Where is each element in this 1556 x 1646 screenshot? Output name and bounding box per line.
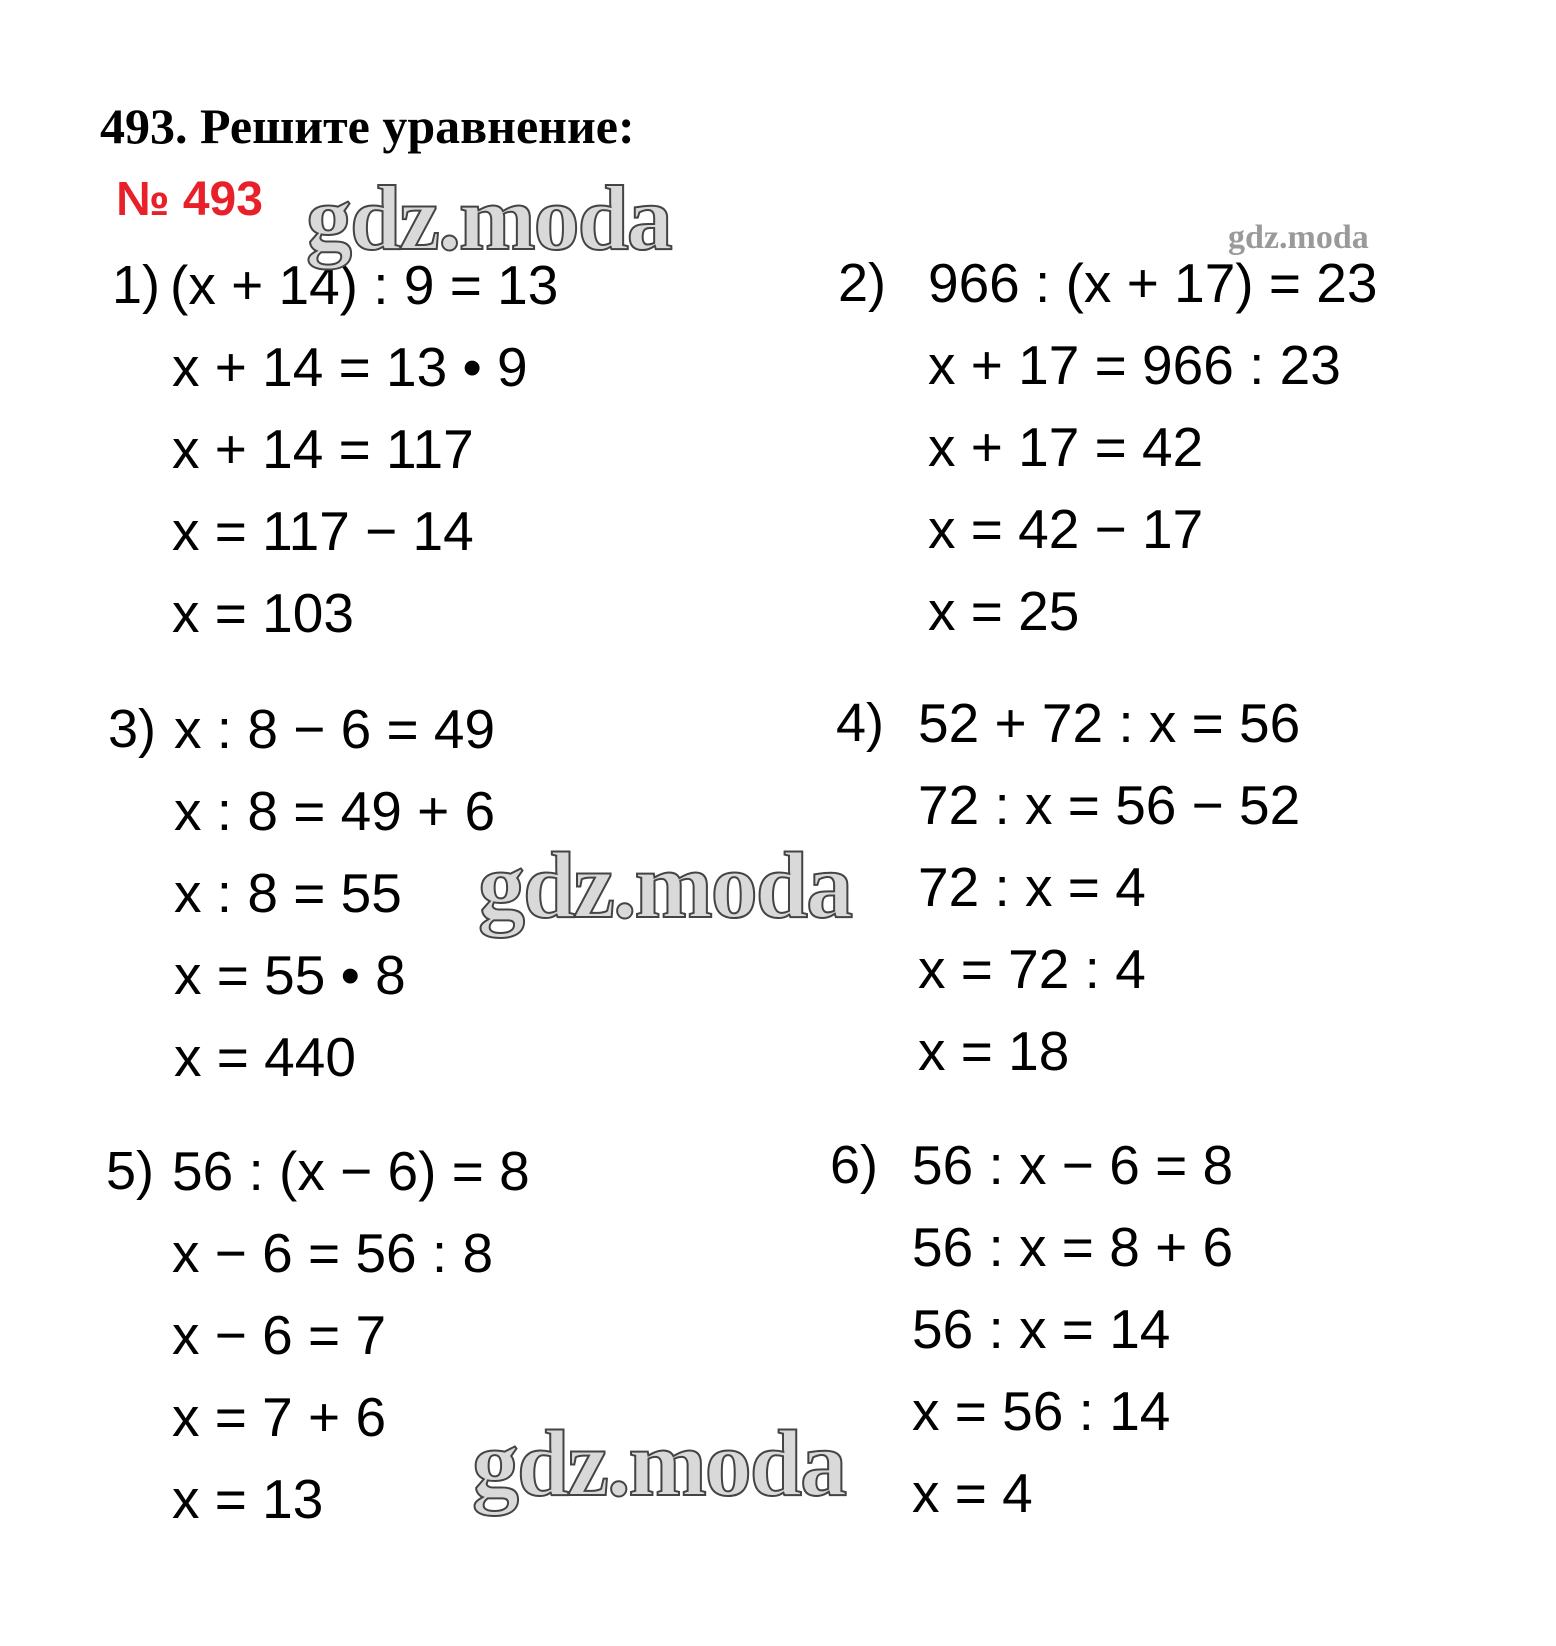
equation-line: x = 55 • 8 [174, 944, 406, 1006]
equation-line: x = 25 [928, 580, 1080, 642]
equation-line: 56 : x = 8 + 6 [912, 1216, 1234, 1278]
equation-line: x : 8 = 49 + 6 [174, 780, 496, 842]
equation-line: 72 : x = 56 − 52 [918, 774, 1301, 836]
equation-line: 56 : x = 14 [912, 1298, 1171, 1360]
equation-line: x + 17 = 42 [928, 416, 1204, 478]
problem-number: 6) [830, 1135, 879, 1195]
equation-line: x + 14 = 13 • 9 [172, 336, 528, 398]
equation-line: x = 440 [174, 1026, 356, 1088]
equation-line: 72 : x = 4 [918, 856, 1146, 918]
equation-line: 56 : x − 6 = 8 [912, 1134, 1234, 1196]
watermark: gdz.moda [1228, 219, 1369, 256]
equation-line: x = 4 [912, 1462, 1033, 1524]
watermark: gdz.moda [472, 1412, 846, 1516]
equation-line: (x + 14) : 9 = 13 [170, 254, 559, 316]
problem-number: 4) [836, 693, 885, 753]
problem-number: 1) [112, 255, 161, 315]
exercise-number-badge: № 493 [116, 173, 263, 226]
equation-line: 52 + 72 : x = 56 [918, 692, 1301, 754]
problem-number: 5) [106, 1141, 155, 1201]
equation-line: x = 117 − 14 [172, 500, 474, 562]
equation-line: x = 42 − 17 [928, 498, 1204, 560]
equation-line: 56 : (x − 6) = 8 [172, 1140, 530, 1202]
equation-line: x = 7 + 6 [172, 1386, 387, 1448]
problem-number: 2) [838, 253, 887, 313]
equation-line: x = 13 [172, 1468, 324, 1530]
equation-line: x − 6 = 7 [172, 1304, 387, 1366]
equation-line: 966 : (x + 17) = 23 [928, 252, 1378, 314]
exercise-title: 493. Решите уравнение: [100, 98, 635, 154]
equation-line: x : 8 − 6 = 49 [174, 698, 496, 760]
problem-number: 3) [108, 699, 157, 759]
equation-line: x − 6 = 56 : 8 [172, 1222, 494, 1284]
equation-line: x + 14 = 117 [172, 418, 474, 480]
equation-line: x = 18 [918, 1020, 1070, 1082]
equation-line: x = 56 : 14 [912, 1380, 1171, 1442]
watermark: gdz.moda [306, 167, 671, 269]
equation-line: x = 72 : 4 [918, 938, 1146, 1000]
equation-line: x + 17 = 966 : 23 [928, 334, 1341, 396]
watermark: gdz.moda [478, 834, 852, 938]
equation-line: x = 103 [172, 582, 354, 644]
equation-line: x : 8 = 55 [174, 862, 402, 924]
